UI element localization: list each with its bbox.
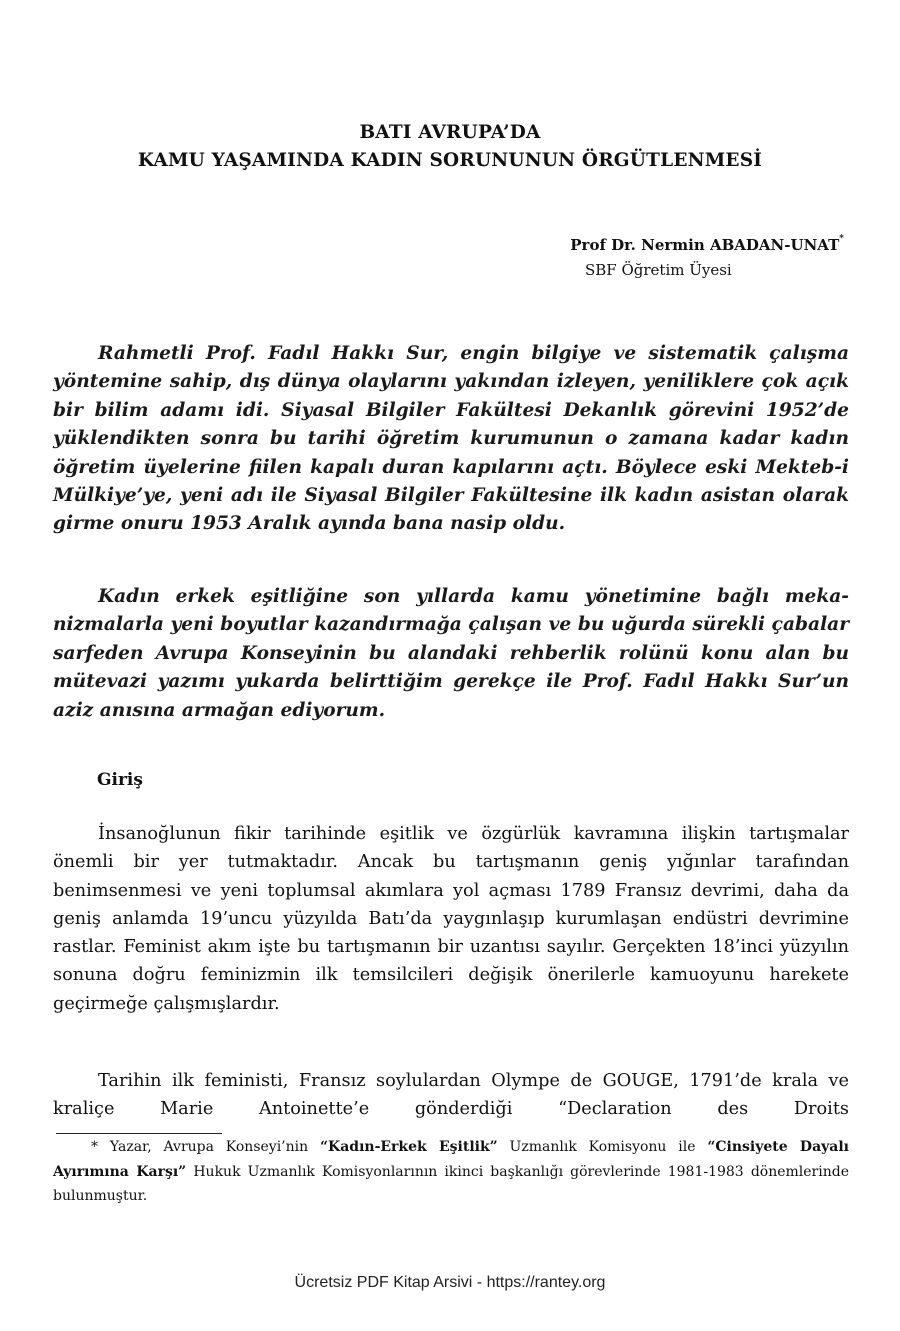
section-heading: Giriş bbox=[97, 770, 143, 790]
author-role: SBF Öğretim Üyesi bbox=[585, 261, 732, 279]
footnote-bold-b: “Cinsiyete Dayalı Ayırımına Karşı” bbox=[53, 1139, 849, 1180]
author-name-block bbox=[570, 236, 844, 254]
footnote-bold-a: “Kadın-Erkek Eşitlik” bbox=[319, 1139, 498, 1155]
article-title-line-1: BATI AVRUPA’DA bbox=[359, 122, 541, 143]
author-footnote-marker: * bbox=[839, 234, 844, 244]
site-footer: Ücretsiz PDF Kitap Arsivi - https://rantey.org bbox=[294, 1274, 606, 1291]
footnote-text-b: Uzmanlık Komisyonu ile bbox=[497, 1139, 708, 1155]
footnote-separator bbox=[56, 1133, 222, 1134]
author-name: Prof Dr. Nermin ABADAN-UNAT bbox=[570, 236, 840, 254]
footnote-marker: * bbox=[91, 1139, 98, 1155]
body-paragraph-2: Tarihin ilk feministi, Fransız soylulardan Olympe de GOUGE, 1791’de krala ve kraliçe Marie Antoinette’e gönderdiği “Declaration des Droits bbox=[53, 1071, 849, 1120]
dedication-paragraph-2: Kadın erkek eşitliğine son yıllarda kamu yönetimine bağlı mekanizmalarla yeni boyutlar kazandırmağa çalışan ve bu uğurda sürekli çabalar sarfeden Avrupa Konseyinin bu alandaki rehberlik rolünü konu alan bu mütevazi yazımı yukarda belirttiğim gerekçe ile Prof. Fadıl Hakkı Sur’un aziz anısına armağan ediyorum. bbox=[53, 586, 849, 721]
footnote-text-a: Yazar, Avrupa Konseyi’nin bbox=[98, 1139, 320, 1155]
body-paragraph-1: İnsanoğlunun fikir tarihinde eşitlik ve özgürlük kavramına ilişkin tartışmalar önemli bir yer tutmaktadır. Ancak bu tartışmanın geniş yığınlar tarafından benimsenmesi ve yeni toplumsal akımlara yol açması 1789 Fransız devrimi, daha da geniş anlamda 19’uncu yüzyılda Batı’da yaygınlaşıp kurumlaşan endüstri devrimine rastlar. Feminist akım işte bu tartışmanın bir uzantısı sayılır. Gerçekten 18’inci yüzyılın sonuna doğru feminizmin ilk temsilcileri değişik önerilerle kamuoyunu harekete geçirmeğe çalışmışlardır. bbox=[53, 824, 849, 1014]
article-title-line-2: KAMU YAŞAMINDA KADIN SORUNUNUN ÖRGÜTLENMESİ bbox=[137, 150, 763, 171]
footnote bbox=[53, 1135, 849, 1209]
dedication-paragraph-1: Rahmetli Prof. Fadıl Hakkı Sur, engin bilgiye ve sistematik çalışma yöntemine sahip, dış dünya olaylarını yakından izleyen, yeniliklere çok açık bir bilim adamı idi. Siyasal Bilgiler Fakültesi Dekanlık görevini 1952’de yüklendikten sonra bu tarihi öğretim kurumunun o zamana kadar kadın öğretim üyelerine fiilen kapalı duran kapılarını açtı. Böylece eski Mekteb-i Mülkiye’ye, yeni adı ile Siyasal Bilgiler Fakültesine ilk kadın asistan olarak girme onuru 1953 Aralık ayında bana nasip oldu. bbox=[53, 343, 849, 535]
footnote-text-c: Hukuk Uzmanlık Komisyonlarının ikinci başkanlığı görevlerinde 1981-1983 dönemlerinde bulunmuştur. bbox=[53, 1163, 849, 1204]
